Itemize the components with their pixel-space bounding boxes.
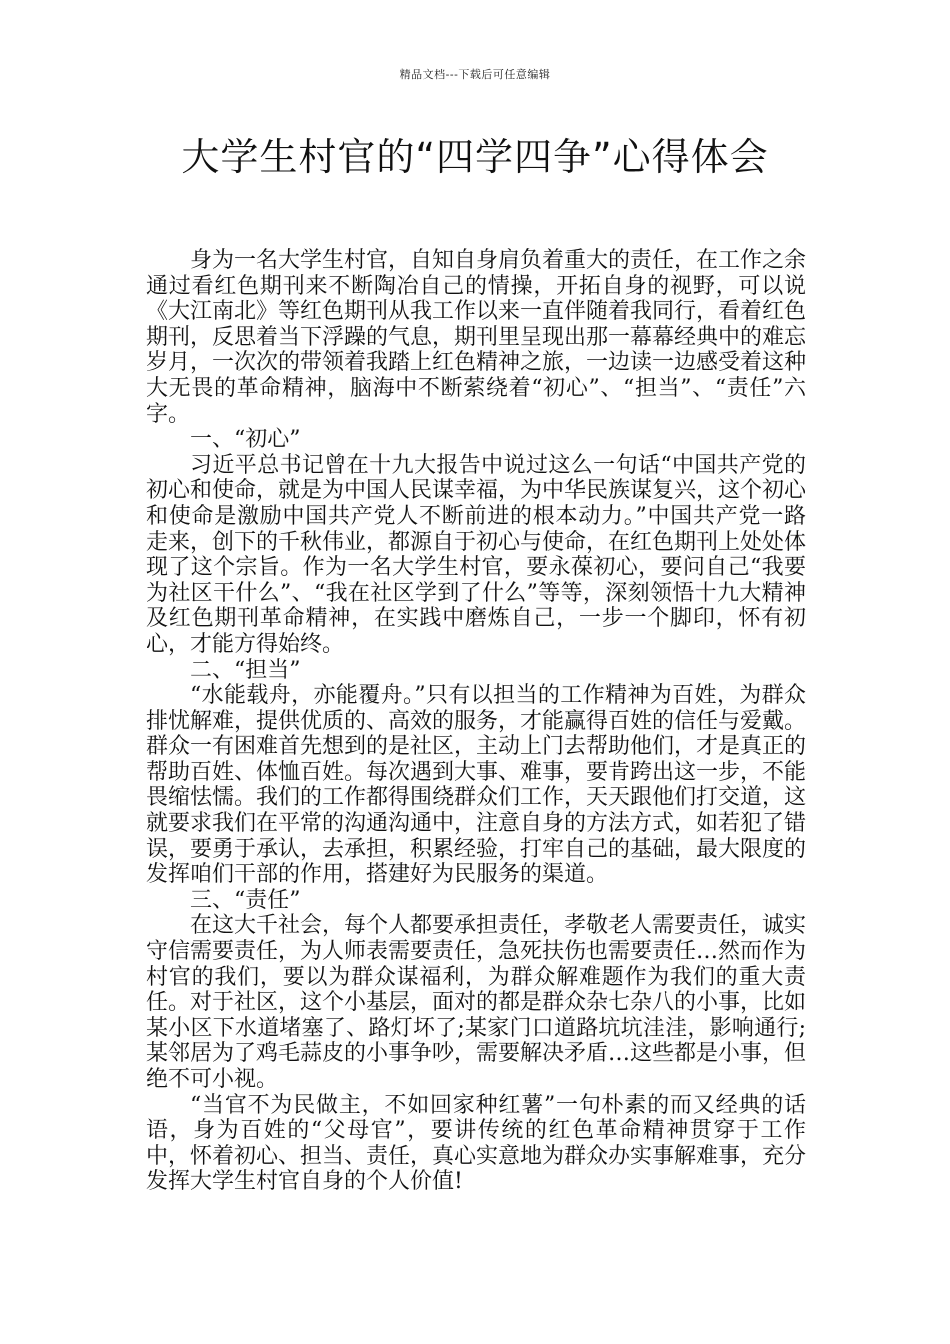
header-note: 精品文档---下载后可任意编辑 bbox=[399, 68, 551, 81]
paragraph-dandang: “水能载舟，亦能覆舟。”只有以担当的工作精神为百姓，为群众排忧解难，提供优质的、高效的服务，才能赢得百姓的信任与爱戴。群众一有困难首先想到的是社区，主动上门去帮助他们，才是真正的帮助百姓、体恤百姓。每次遇到大事、难事，要肯跨出这一步，不能畏缩怯懦。我们的工作都得围绕群众们工作，天天跟他们打交道，这就要求我们在平常的沟通沟通中，注意自身的方法方式，如若犯了错误，要勇于承认，去承担，积累经验，打牢自己的基础，最大限度的发挥咱们干部的作用，搭建好为民服务的渠道。 bbox=[146, 683, 807, 888]
paragraph-zeren: 在这大千社会，每个人都要承担责任，孝敬老人需要责任，诚实守信需要责任，为人师表需要责任，急死扶伤也需要责任…然而作为村官的我们，要以为群众谋福利，为群众解难题作为我们的重大责任。对于社区，这个小基层，面对的都是群众杂七杂八的小事，比如某小区下水道堵塞了、路灯坏了;某家门口道路坑坑洼洼，影响通行;某邻居为了鸡毛蒜皮的小事争吵，需要解决矛盾…这些都是小事，但绝不可小视。 bbox=[146, 913, 807, 1092]
document-title: 大学生村官的“四学四争”心得体会 bbox=[181, 135, 769, 179]
section-heading-chuxin: 一、“初心” bbox=[190, 427, 301, 453]
paragraph-chuxin: 习近平总书记曾在十九大报告中说过这么一句话“中国共产党的初心和使命，就是为中国人民谋幸福，为中华民族谋复兴，这个初心和使命是激励中国共产党人不断前进的根本动力。”中国共产党一路走来，创下的千秋伟业，都源自于初心与使命，在红色期刊上处处体现了这个宗旨。作为一名大学生村官，要永葆初心，要问自己“我要为社区干什么”、“我在社区学到了什么”等等，深刻领悟十九大精神及红色期刊革命精神，在实践中磨炼自己，一步一个脚印，怀有初心，才能方得始终。 bbox=[146, 452, 807, 657]
section-heading-dandang: 二、“担当” bbox=[190, 657, 301, 683]
paragraph-conclusion: “当官不为民做主，不如回家种红薯”一句朴素的而又经典的话语，身为百姓的“父母官”，要讲传统的红色革命精神贯穿于工作中，怀着初心、担当、责任，真心实意地为群众办实事解难事，充分发挥大学生村官自身的个人价值! bbox=[146, 1092, 807, 1195]
document-body bbox=[146, 248, 806, 1195]
section-heading-zeren: 三、“责任” bbox=[190, 887, 301, 913]
paragraph-intro: 身为一名大学生村官，自知自身肩负着重大的责任，在工作之余通过看红色期刊来不断陶冶自己的情操，开拓自身的视野，可以说《大江南北》等红色期刊从我工作以来一直伴随着我同行，看着红色期刊，反思着当下浮躁的气息，期刊里呈现出那一幕幕经典中的难忘岁月，一次次的带领着我踏上红色精神之旅，一边读一边感受着这种大无畏的革命精神，脑海中不断萦绕着“初心”、“担当”、“责任”六字。 bbox=[146, 248, 807, 427]
